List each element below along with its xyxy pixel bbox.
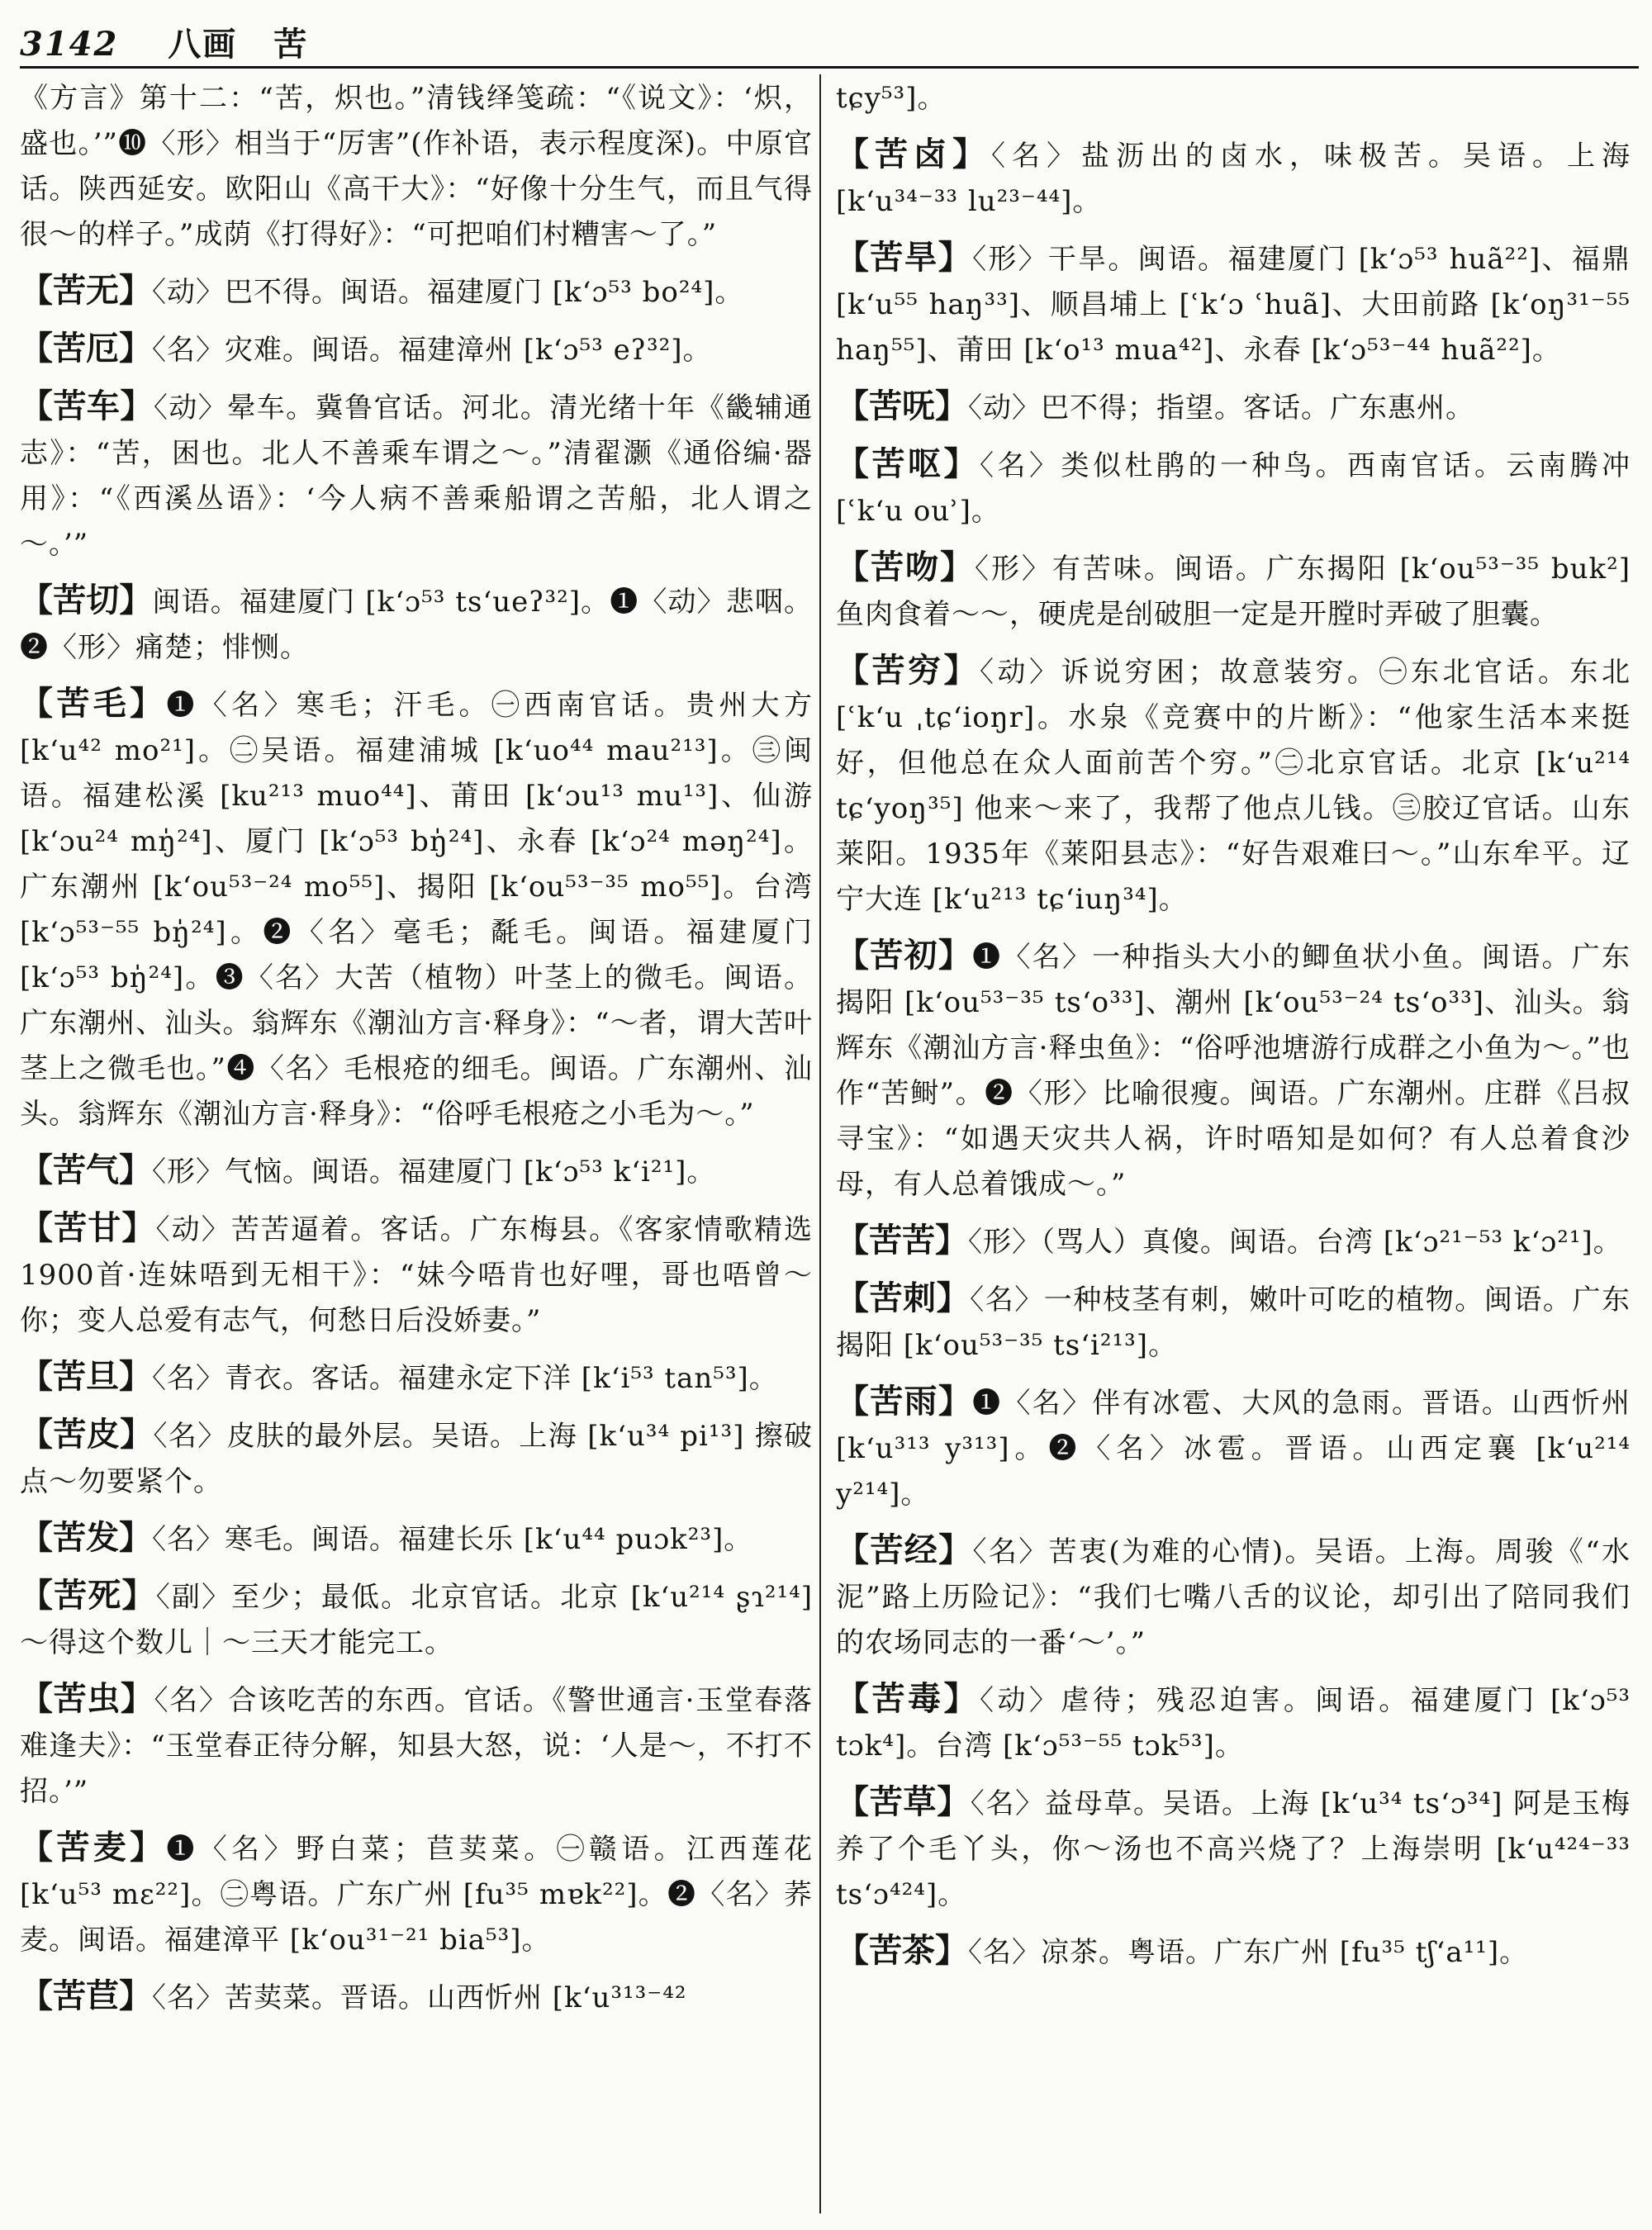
entry-headword: 【苦发】: [20, 1518, 152, 1557]
entry: [836, 1676, 1631, 1769]
entry-headword: 【苦切】: [20, 581, 153, 619]
entry-definition: tɕy⁵³]。: [836, 82, 947, 115]
entry: [836, 544, 1631, 638]
entry-headword: 【苦呒】: [836, 387, 968, 425]
entry: [20, 577, 813, 671]
entry: [20, 1515, 813, 1563]
entry-definition: 〈动〉巴不得；指望。客话。广东惠州。: [968, 391, 1474, 425]
entry-headword: 【苦吻】: [836, 548, 975, 586]
header-character: 苦: [273, 25, 309, 64]
entry-definition: 〈名〉盐沥出的卤水，味极苦。吴语。上海 [k‘u³⁴⁻³³ lu²³⁻⁴⁴]。: [836, 140, 1631, 218]
entry-headword: 【苦草】: [836, 1782, 971, 1821]
left-column: [20, 76, 813, 2219]
entry-headword: 【苦车】: [20, 387, 154, 425]
entry-headword: 【苦厄】: [20, 329, 152, 368]
page-header: [20, 18, 1639, 68]
entry-continuation: [20, 76, 813, 258]
entry-definition: 〈名〉类似杜鹃的一种鸟。西南官话。云南腾冲 [ʿk‘u ouʾ]。: [836, 449, 1631, 528]
entry: [20, 1354, 813, 1402]
entry: [836, 1779, 1631, 1918]
entry: [836, 1217, 1631, 1265]
entry: [20, 325, 813, 373]
entry-definition: 〈形〉气恼。闽语。福建厦门 [k‘ɔ⁵³ k‘i²¹]。: [152, 1155, 716, 1189]
page-number: 3142: [20, 25, 119, 64]
entry-headword: 【苦毛】: [20, 684, 167, 723]
entry: [20, 1824, 813, 1963]
entry-headword: 【苦雨】: [836, 1382, 973, 1421]
entry-definition: 〈名〉合该吃苦的东西。官话。《警世通言·玉堂春落难逢夫》：“玉堂春正待分解，知县大怒，说：‘人是～，不打不招。’”: [20, 1684, 813, 1808]
entry-definition: 〈名〉寒毛。闽语。福建长乐 [k‘u⁴⁴ puɔk²³]。: [152, 1523, 753, 1556]
entry-definition: 〈动〉巴不得。闽语。福建厦门 [k‘ɔ⁵³ bo²⁴]。: [152, 276, 744, 309]
entry-headword: 【苦旱】: [836, 238, 973, 277]
header-rule: [20, 66, 1639, 69]
entry: [20, 1573, 813, 1666]
entry-definition: 〈动〉苦苦逼着。客话。广东梅县。《客家情歌精选1900首·连妹唔到无相干》：“妹今唔肯也好哩，哥也唔曾～你；变人总爱有志气，何愁日后没娇妻。”: [20, 1213, 813, 1337]
entry-headword: 【苦甘】: [20, 1208, 156, 1247]
entry: [836, 932, 1631, 1208]
right-column: [836, 76, 1631, 2219]
entry-definition: 〈动〉诉说穷困；故意装穷。㊀东北官话。东北 [ʿk‘u ˌtɕ‘ioŋr]。水泉《竞赛中的片断》：“他家生活本来挺好，但他总在众人面前苦个穷。”㊁北京官话。北京 [k‘u²¹⁴ tɕ‘yoŋ³⁵] 他来～来了，我帮了他点儿钱。㊂胶辽官话。山东莱阳。1935年《莱阳县志》：“好告艰难曰～。”山东牟平。辽宁大连 [k‘u²¹³ tɕ‘iuŋ³⁴]。: [836, 656, 1631, 916]
entry-definition: 〈动〉晕车。冀鲁官话。河北。清光绪十年《畿辅通志》：“苦，困也。北人不善乘车谓之～。”清翟灏《通俗编·器用》：“《西溪丛语》：‘今人病不善乘船谓之苦船，北人谓之～。’”: [20, 391, 813, 561]
column-divider: [819, 74, 821, 2213]
entry-headword: 【苦茶】: [836, 1931, 968, 1970]
entry: [836, 1527, 1631, 1666]
entry: [20, 1973, 813, 2021]
entry-definition: 〈名〉一种枝茎有刺，嫩叶可吃的植物。闽语。广东揭阳 [k‘ou⁵³⁻³⁵ ts‘i²¹³]。: [836, 1283, 1631, 1362]
entry-headword: 【苦呕】: [836, 444, 980, 483]
entry-headword: 【苦麦】: [20, 1828, 167, 1867]
entry-headword: 【苦毒】: [836, 1679, 980, 1718]
entry-headword: 【苦无】: [20, 271, 152, 310]
entry-definition: ❶〈名〉野白菜；苣荬菜。㊀赣语。江西莲花 [k‘u⁵³ mɛ²²]。㊁粤语。广东广州 [fu³⁵ mɐk²²]。❷〈名〉荞麦。闽语。福建漳平 [k‘ou³¹⁻²¹ bia⁵³]。: [20, 1833, 813, 1957]
entry-definition: 〈形〉（骂人）真傻。闽语。台湾 [k‘ɔ²¹⁻⁵³ k‘ɔ²¹]。: [968, 1226, 1622, 1259]
entry: [20, 1412, 813, 1505]
entry-definition: ❶〈名〉一种指头大小的鲫鱼状小鱼。闽语。广东揭阳 [k‘ou⁵³⁻³⁵ ts‘o³³]、潮州 [k‘ou⁵³⁻²⁴ ts‘o³³]、汕头。翁辉东《潮汕方言·释虫鱼》：“俗呼池塘游行成群之小鱼为～。”也作“苦鲥”。❷〈形〉比喻很瘦。闽语。广东潮州。庄群《吕叔寻宝》：“如遇天灾共人祸，许时唔知是如何？有人总着食沙母，有人总着饿成～。”: [836, 941, 1631, 1201]
entry: [836, 648, 1631, 923]
entry-definition: 〈名〉灾难。闽语。福建漳州 [k‘ɔ⁵³ eʔ³²]。: [152, 334, 712, 367]
entry-definition: 〈名〉苦衷(为难的心情)。吴语。上海。周骏《“水泥”路上历险记》：“我们七嘴八舌的议论，却引出了陪同我们的农场同志的一番‘～’。”: [836, 1535, 1631, 1659]
entry-definition: 〈名〉益母草。吴语。上海 [k‘u³⁴ ts‘ɔ³⁴] 阿是玉梅养了个毛丫头，你～汤也不高兴烧了？上海崇明 [k‘u⁴²⁴⁻³³ ts‘ɔ⁴²⁴]。: [836, 1787, 1631, 1911]
entry-headword: 【苦气】: [20, 1151, 152, 1189]
entry-definition: 《方言》第十二：“苦，炽也。”清钱绎笺疏：“《说文》：‘炽，盛也。’”❿〈形〉相当于“厉害”(作补语，表示程度深)。中原官话。陕西延安。欧阳山《高干大》：“好像十分生气，而且气得很～的样子。”成荫《打得好》：“可把咱们村糟害～了。”: [20, 82, 813, 251]
entry-definition: 〈名〉皮肤的最外层。吴语。上海 [k‘u³⁴ pi¹³] 擦破点～勿要紧个。: [20, 1420, 813, 1498]
entry-definition: ❶〈名〉寒毛；汗毛。㊀西南官话。贵州大方 [k‘u⁴² mo²¹]。㊁吴语。福建浦城 [k‘uo⁴⁴ mau²¹³]。㊂闽语。福建松溪 [ku²¹³ muo⁴⁴]、莆田 [k‘ɔu¹³ mu¹³]、仙游 [k‘ɔu²⁴ mŋ̍²⁴]、厦门 [k‘ɔ⁵³ bŋ̍²⁴]、永春 [k‘ɔ²⁴ məŋ²⁴]。广东潮州 [k‘ou⁵³⁻²⁴ mo⁵⁵]、揭阳 [k‘ou⁵³⁻³⁵ mo⁵⁵]。台湾 [k‘ɔ⁵³⁻⁵⁵ bŋ̍²⁴]。❷〈名〉毫毛；氄毛。闽语。福建厦门 [k‘ɔ⁵³ bŋ̍²⁴]。❸〈名〉大苦（植物）叶茎上的微毛。闽语。广东潮州、汕头。翁辉东《潮汕方言·释身》：“～者，谓大苦叶茎上之微毛也。”❹〈名〉毛根疮的细毛。闽语。广东潮州、汕头。翁辉东《潮汕方言·释身》：“俗呼毛根疮之小毛为～。”: [20, 689, 813, 1131]
entry: [836, 1378, 1631, 1517]
entry-headword: 【苦初】: [836, 936, 973, 975]
entry: [20, 681, 813, 1137]
section-title: 八画: [168, 25, 238, 64]
entry-continuation: [836, 76, 1631, 121]
entry-headword: 【苦穷】: [836, 651, 980, 690]
entry-definition: 〈动〉虐待；残忍迫害。闽语。福建厦门 [k‘ɔ⁵³ tɔk⁴]。台湾 [k‘ɔ⁵³⁻⁵⁵ tɔk⁵³]。: [836, 1684, 1631, 1763]
entry-headword: 【苦虫】: [20, 1679, 154, 1718]
entry-definition: 〈名〉凉茶。粤语。广东广州 [fu³⁵ tʃ‘a¹¹]。: [968, 1936, 1529, 1969]
entry: [20, 268, 813, 316]
entry-headword: 【苦旦】: [20, 1357, 152, 1396]
entry: [836, 235, 1631, 373]
entry: [836, 441, 1631, 534]
entry-headword: 【苦苣】: [20, 1976, 152, 2015]
entry: [836, 1928, 1631, 1976]
entry-definition: 〈形〉有苦味。闽语。广东揭阳 [k‘ou⁵³⁻³⁵ buk²] 鱼肉食着～～，硬虎是刣破胆一定是开膛时弄破了胆囊。: [836, 553, 1631, 631]
entry: [20, 383, 813, 567]
entry: [20, 1676, 813, 1815]
entry-headword: 【苦苦】: [836, 1221, 968, 1260]
entry: [836, 1275, 1631, 1369]
entry-headword: 【苦死】: [20, 1576, 156, 1615]
entry-headword: 【苦经】: [836, 1530, 973, 1569]
entry: [836, 383, 1631, 431]
entry-definition: 〈副〉至少；最低。北京官话。北京 [k‘u²¹⁴ ʂɿ²¹⁴] ～得这个数儿｜～三天才能完工。: [20, 1581, 813, 1659]
entry-definition: 〈名〉青衣。客话。福建永定下洋 [k‘i⁵³ tan⁵³]。: [152, 1362, 778, 1395]
entry-headword: 【苦皮】: [20, 1415, 154, 1454]
entry-headword: 【苦刺】: [836, 1279, 971, 1317]
entry-headword: 【苦卤】: [836, 135, 991, 173]
entry-definition: 〈形〉干旱。闽语。福建厦门 [k‘ɔ⁵³ huã²²]、福鼎 [k‘u⁵⁵ haŋ³³]、顺昌埔上 [ʿk‘ɔ ʿhuã]、大田前路 [k‘oŋ³¹⁻⁵⁵ haŋ⁵⁵]、莆田 [k‘o¹³ mua⁴²]、永春 [k‘ɔ⁵³⁻⁴⁴ huã²²]。: [836, 243, 1631, 367]
entry-definition: ❶〈名〉伴有冰雹、大风的急雨。晋语。山西忻州 [k‘u³¹³ y³¹³]。❷〈名〉冰雹。晋语。山西定襄 [k‘u²¹⁴ y²¹⁴]。: [836, 1387, 1631, 1511]
entry: [836, 131, 1631, 225]
entry-definition: 闽语。福建厦门 [k‘ɔ⁵³ ts‘ueʔ³²]。❶〈动〉悲咽。❷〈形〉痛楚；悱恻。: [20, 586, 813, 664]
entry: [20, 1147, 813, 1195]
entry-definition: 〈名〉苦荬菜。晋语。山西忻州 [k‘u³¹³⁻⁴²: [152, 1981, 687, 2014]
entry: [20, 1205, 813, 1344]
